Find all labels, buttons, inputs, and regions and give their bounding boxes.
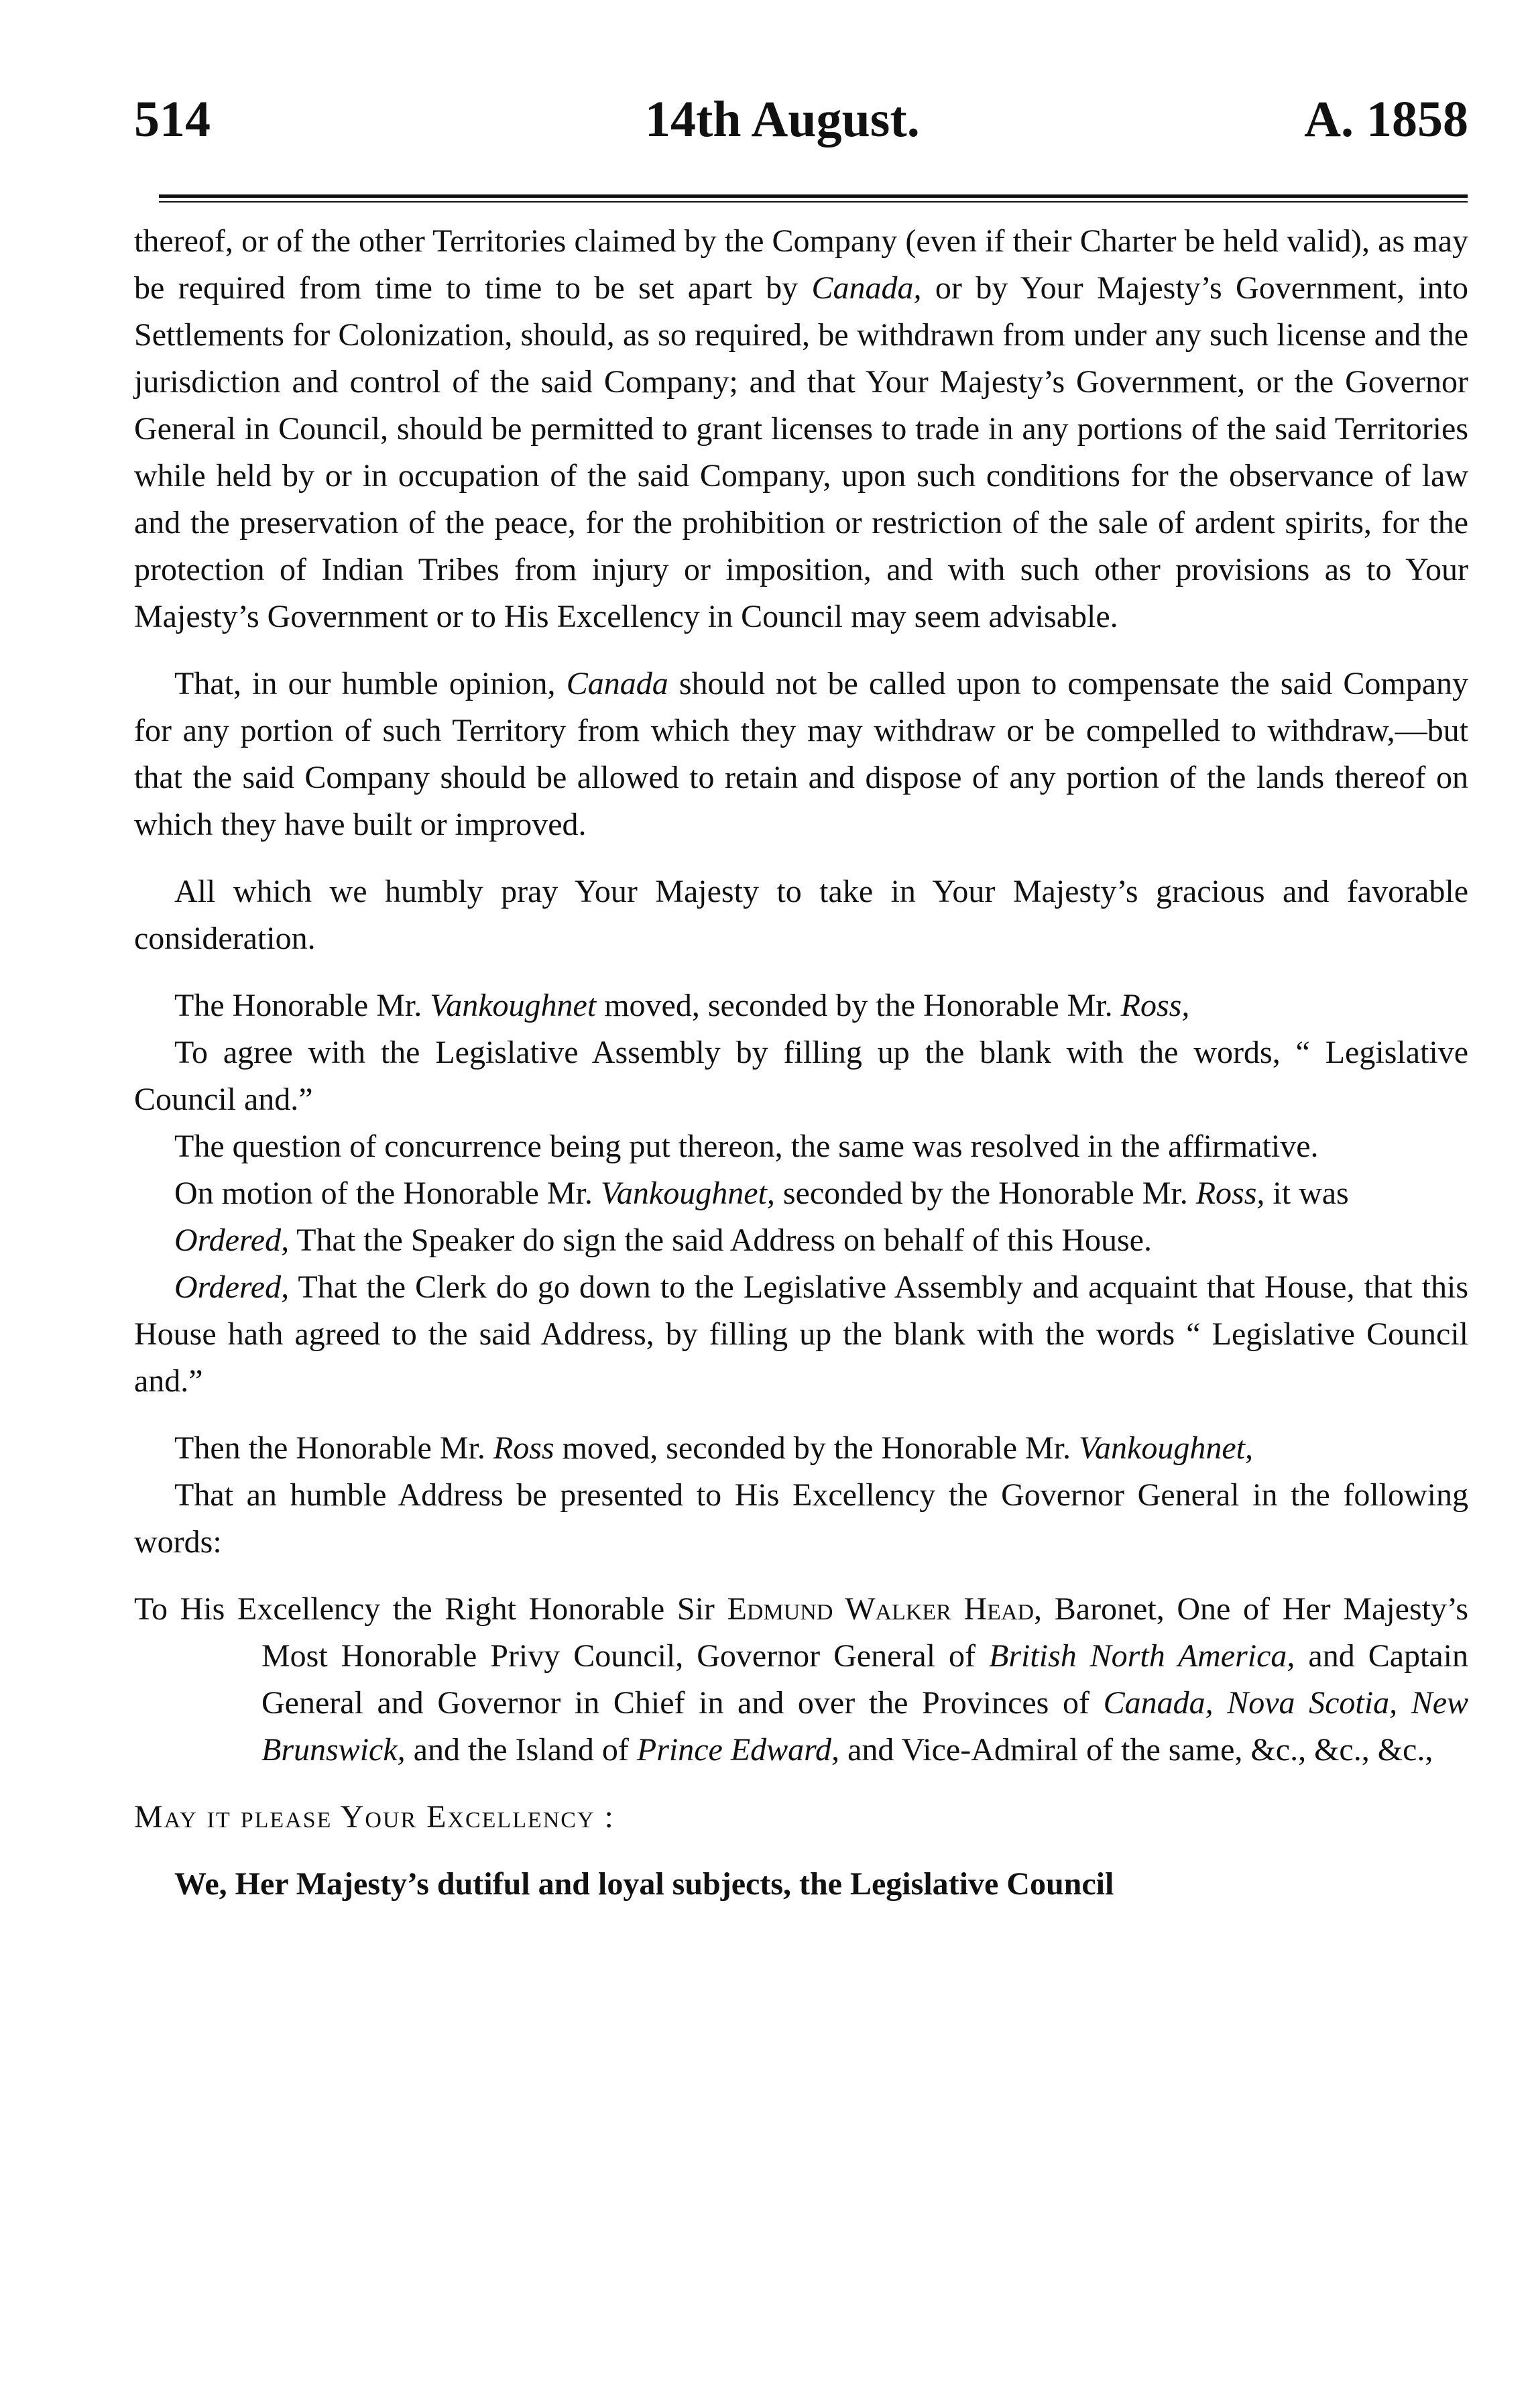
page-year: A. 1858 — [1304, 91, 1468, 148]
header-rule-thin — [159, 201, 1468, 203]
paragraph-ordered-speaker: Ordered, That the Speaker do sign the said Address on behalf of this House. — [174, 1222, 1152, 1258]
paragraph-motion-2: On motion of the Honorable Mr. Vankoughnet, seconded by the Honorable Mr. Ross, it was — [174, 1176, 1349, 1211]
page-header — [134, 91, 1468, 154]
paragraph-continuation: thereof, or of the other Territories claimed by the Company (even if their Charter be held valid), as may be required from time to time to be set apart by Canada, or by Your Majesty’s Government, into Settlements for Colonization, should, as so required, be withdrawn from under any such license and the jurisdiction and control of the said Company; and that Your Majesty’s Government, or the Governor General in Council, should be permitted to grant licenses to trade in any portions of the said Territories while held by or in occupation of the said Company, upon such conditions for the observance of law and the preservation of the peace, for the prohibition or restriction of the sale of ardent spirits, for the protection of Indian Tribes from injury or imposition, and with such other provisions as to Your Majesty’s Government or to His Excellency in Council may seem advisable. — [134, 223, 1469, 634]
paragraph-address-start: We, Her Majesty’s dutiful and loyal subjects, the Legislative Council — [174, 1866, 1114, 1902]
header-rule — [159, 194, 1468, 198]
paragraph-ross-motion: Then the Honorable Mr. Ross moved, seconded by the Honorable Mr. Vankoughnet, — [174, 1430, 1253, 1466]
paragraph-address-intro: That an humble Address be presented to His Excellency the Governor General in the following words: — [134, 1477, 1468, 1560]
paragraph-motion: The Honorable Mr. Vankoughnet moved, seconded by the Honorable Mr. Ross, — [174, 988, 1190, 1023]
paragraph-ordered-clerk: Ordered, That the Clerk do go down to the Legislative Assembly and acquaint that House, that this House hath agreed to the said Address, by filling up the blank with the words “ Legislative Council and.” — [134, 1269, 1468, 1399]
paragraph-agree: To agree with the Legislative Assembly by filling up the blank with the words, “ Legislative Council and.” — [134, 1035, 1468, 1117]
paragraph-question: The question of concurrence being put thereon, the same was resolved in the affirmative. — [174, 1129, 1319, 1164]
salutation: May it please Your Excellency : — [134, 1799, 615, 1835]
paragraph-compensation: That, in our humble opinion, Canada should not be called upon to compensate the said Company for any portion of such Territory from which they may withdraw or be compelled to withdraw,—but that the said Company should be allowed to retain and dispose of any portion of the lands thereof on which they have built or improved. — [134, 666, 1469, 842]
address-block: To His Excellency the Right Honorable Sir Edmund Walker Head, Baronet, One of Her Majesty’s Most Honorable Privy Council, Governor General of British North America, and Captain General and Governor in Chief in and over the Provinces of Canada, Nova Scotia, New Brunswick, and the Island of Prince Edward, and Vice-Admiral of the same, &c., &c., &c., — [134, 1591, 1469, 1768]
paragraph-prayer: All which we humbly pray Your Majesty to take in Your Majesty’s gracious and favorable consideration. — [134, 874, 1468, 956]
page-date: 14th August. — [645, 91, 920, 148]
document-body — [134, 218, 1468, 1908]
page-number: 514 — [134, 91, 211, 148]
